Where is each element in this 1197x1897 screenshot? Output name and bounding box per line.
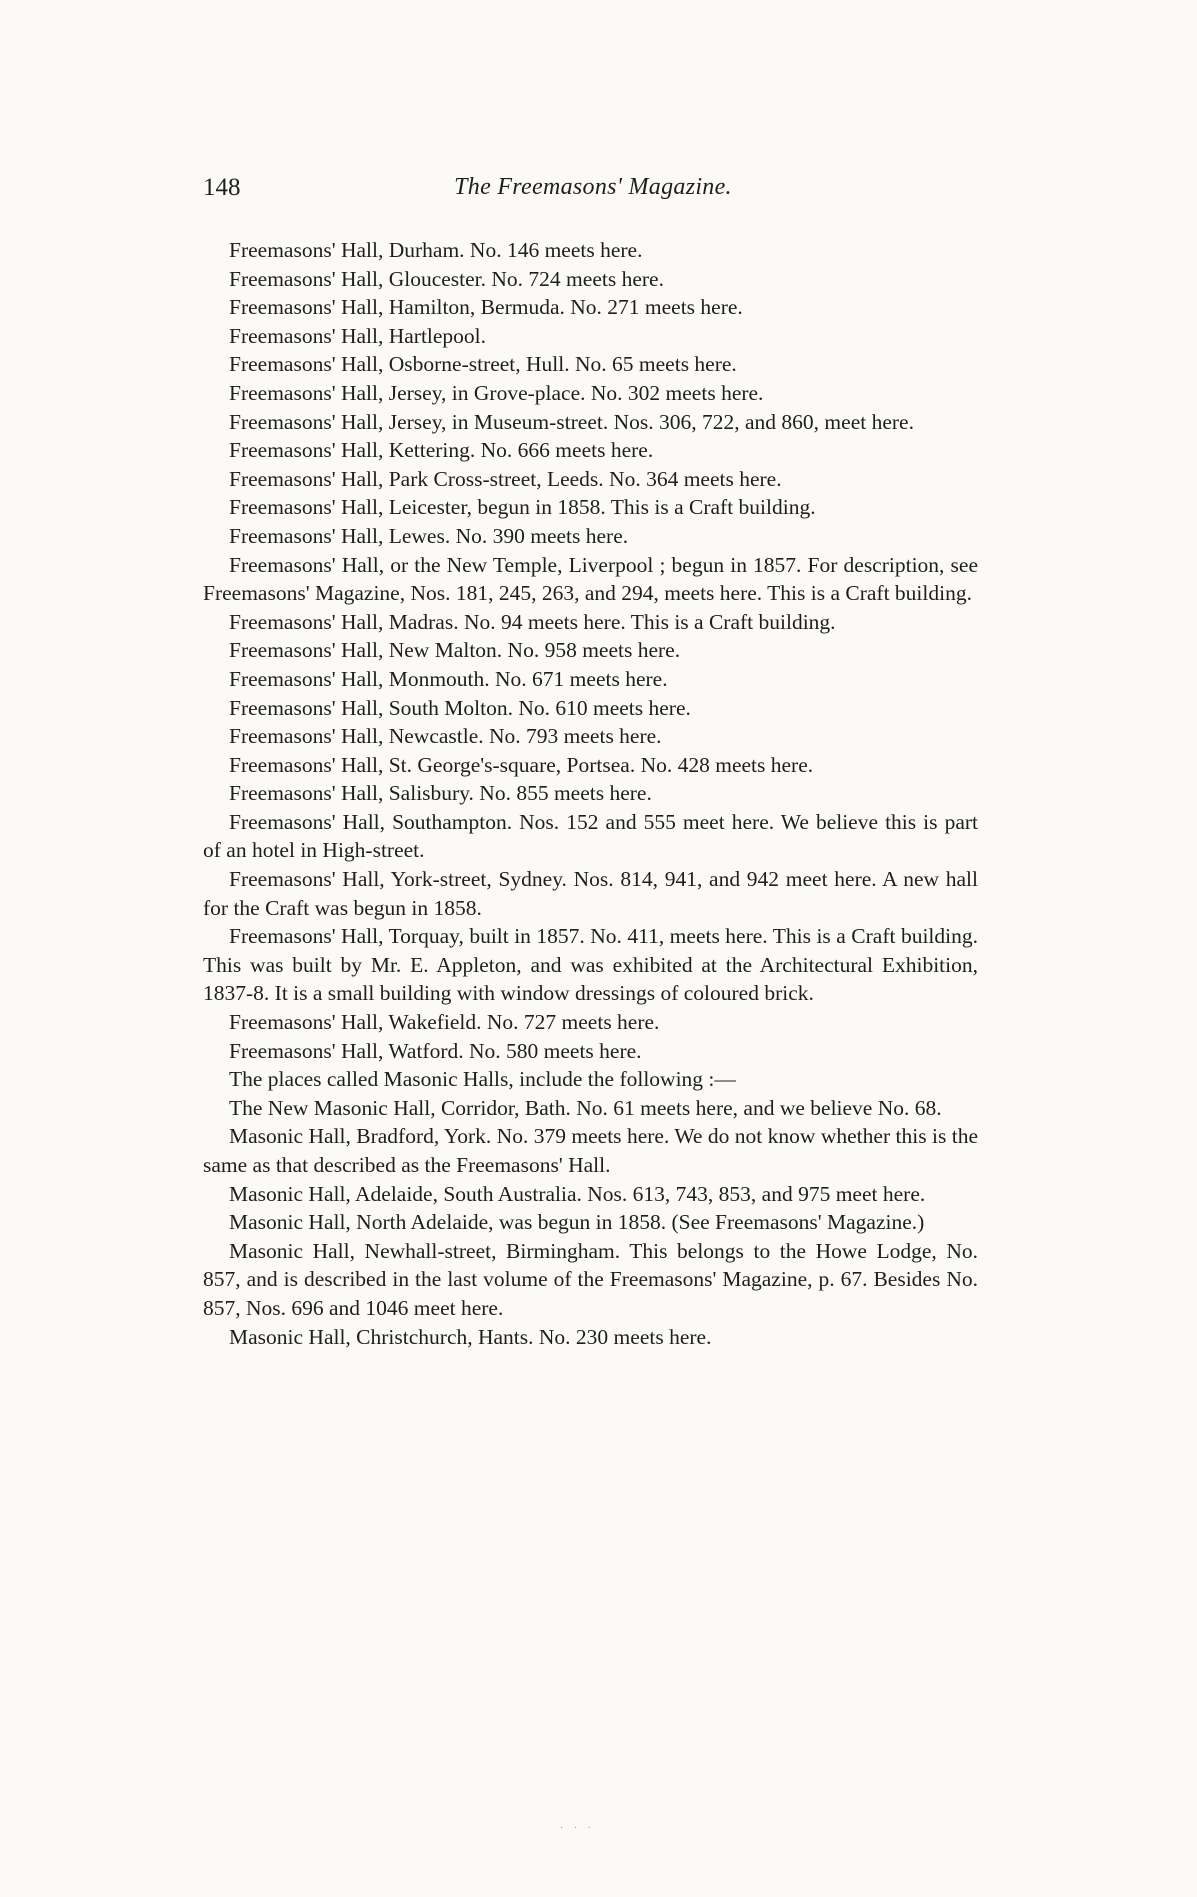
entry-liverpool: Freemasons' Hall, or the New Temple, Liverpool ; begun in 1857. For description, see Freemasons' Magazine, Nos. 181, 245, 263, and 294, meets here. This is a Craft building. — [203, 552, 978, 606]
entry-birmingham: Masonic Hall, Newhall-street, Birmingham. This belongs to the Howe Lodge, No. 857, and is described in the last volume of the Freemasons' Magazine, p. 67. Besides No. 857, Nos. 696 and 1046 meet here. — [203, 1238, 978, 1320]
entry-christchurch: Masonic Hall, Christchurch, Hants. No. 230 meets here. — [229, 1324, 712, 1349]
entry-leicester: Freemasons' Hall, Leicester, begun in 1858. This is a Craft building. — [229, 495, 816, 520]
entry-watford: Freemasons' Hall, Watford. No. 580 meets here. — [229, 1038, 642, 1063]
entry-southampton: Freemasons' Hall, Southampton. Nos. 152 and 555 meet here. We believe this is part of an hotel in High-street. — [203, 809, 978, 863]
running-head — [203, 174, 983, 208]
entry-torquay: Freemasons' Hall, Torquay, built in 1857. No. 411, meets here. This is a Craft building. This was built by Mr. E. Appleton, and was exhibited at the Architectural Exhibition, 1837-8. It is a small building with window dressings of coloured brick. — [203, 924, 978, 1006]
entry-north-adelaide: Masonic Hall, North Adelaide, was begun in 1858. (See Freemasons' Magazine.) — [229, 1210, 925, 1235]
entry-portsea: Freemasons' Hall, St. George's-square, Portsea. No. 428 meets here. — [229, 752, 814, 777]
print-dots: · · · — [560, 1823, 595, 1834]
entry-gloucester: Freemasons' Hall, Gloucester. No. 724 meets here. — [229, 266, 664, 291]
entry-sydney: Freemasons' Hall, York-street, Sydney. Nos. 814, 941, and 942 meet here. A new hall for the Craft was begun in 1858. — [203, 867, 978, 920]
entry-newcastle: Freemasons' Hall, Newcastle. No. 793 meets here. — [229, 724, 662, 749]
entry-south-molton: Freemasons' Hall, South Molton. No. 610 meets here. — [229, 695, 691, 720]
entry-hamilton-bermuda: Freemasons' Hall, Hamilton, Bermuda. No. 271 meets here. — [229, 295, 743, 320]
entry-hull: Freemasons' Hall, Osborne-street, Hull. No. 65 meets here. — [229, 352, 737, 377]
journal-title: The Freemasons' Magazine. — [454, 174, 732, 200]
entry-monmouth: Freemasons' Hall, Monmouth. No. 671 meets here. — [229, 666, 668, 691]
entry-kettering: Freemasons' Hall, Kettering. No. 666 meets here. — [229, 438, 654, 463]
masonic-halls-intro: The places called Masonic Halls, include the following :— — [229, 1067, 736, 1092]
entry-jersey-grove-place: Freemasons' Hall, Jersey, in Grove-place. No. 302 meets here. — [229, 380, 764, 405]
entry-adelaide: Masonic Hall, Adelaide, South Australia. Nos. 613, 743, 853, and 975 meet here. — [229, 1181, 926, 1206]
entry-salisbury: Freemasons' Hall, Salisbury. No. 855 meets here. — [229, 781, 652, 806]
entry-bradford: Masonic Hall, Bradford, York. No. 379 meets here. We do not know whether this is the same as that described as the Freemasons' Hall. — [203, 1124, 978, 1177]
entry-bath: The New Masonic Hall, Corridor, Bath. No. 61 meets here, and we believe No. 68. — [229, 1095, 942, 1120]
entry-jersey-museum-street: Freemasons' Hall, Jersey, in Museum-street. Nos. 306, 722, and 860, meet here. — [229, 409, 914, 434]
entry-leeds: Freemasons' Hall, Park Cross-street, Leeds. No. 364 meets here. — [229, 466, 782, 491]
entry-madras: Freemasons' Hall, Madras. No. 94 meets here. This is a Craft building. — [229, 609, 836, 634]
entry-lewes: Freemasons' Hall, Lewes. No. 390 meets here. — [229, 523, 629, 548]
page-number: 148 — [203, 174, 241, 201]
entry-durham: Freemasons' Hall, Durham. No. 146 meets here. — [229, 238, 643, 262]
entry-hartlepool: Freemasons' Hall, Hartlepool. — [229, 323, 487, 348]
text-body — [203, 236, 978, 1351]
entry-wakefield: Freemasons' Hall, Wakefield. No. 727 meets here. — [229, 1010, 660, 1035]
entry-new-malton: Freemasons' Hall, New Malton. No. 958 meets here. — [229, 638, 681, 663]
